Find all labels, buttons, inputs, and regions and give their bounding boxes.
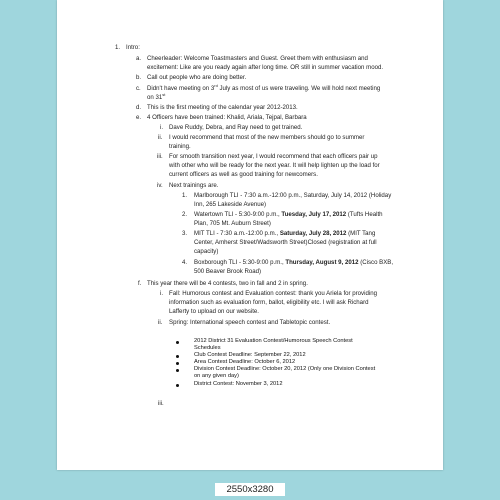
- bullet-item-1-line-1: 2012 District 31 Evaluation Contest/Humorous Speech Contest: [194, 338, 353, 344]
- item-f-ii-text: Spring: International speech contest and Tabletopic contest.: [169, 319, 331, 326]
- item-e-text: 4 Officers have been trained: Khalid, Ariala, Tejpal, Barbara: [147, 114, 307, 121]
- item-f-ii-marker: ii.: [158, 319, 163, 326]
- training-2-line-2: Plan, 705 Mt. Auburn Street): [194, 220, 271, 227]
- bullet-item-3: Area Contest Deadline: October 6, 2012: [194, 359, 296, 365]
- document-page: [57, 0, 443, 470]
- item-d-text: This is the first meeting of the calendar year 2012-2013.: [147, 104, 298, 111]
- bullet-item-4-line-1: Division Contest Deadline: October 20, 2012 (Only one Division Contest: [194, 366, 376, 372]
- item-1-title: Intro:: [126, 44, 140, 51]
- item-e-marker: e.: [136, 114, 142, 121]
- item-e-iii-marker: iii.: [157, 153, 163, 160]
- training-2-number: 2.: [182, 211, 188, 218]
- item-f-i-line-1: Fall: Humorous contest and Evaluation contest: thank you Ariela for providing: [169, 290, 377, 297]
- item-a-line-1: Cheerleader: Welcome Toastmasters and Guest. Greet them with enthusiasm and: [147, 55, 368, 62]
- training-3-line-1: MIT TLI - 7:30 a.m.-12:00 p.m., Saturday, July 28, 2012 (MIT Tang: [194, 230, 376, 237]
- item-c-marker: c.: [136, 85, 141, 92]
- item-a-marker: a.: [136, 55, 142, 62]
- image-dimensions-label: 2550x3280: [215, 483, 285, 496]
- item-e-iv-marker: iv.: [157, 182, 163, 189]
- item-1-number: 1.: [115, 44, 121, 51]
- item-a-line-2: excitement: Like are you ready again after long time. OR still in summer vacation mood.: [147, 64, 384, 71]
- item-e-iii-line-2: with other who will be ready for the next year. It will help lighten up the load for: [169, 162, 380, 169]
- training-2-line-1: Watertown TLI - 5:30-9:00 p.m., Tuesday, July 17, 2012 (Tufts Health: [194, 211, 383, 218]
- training-1-number: 1.: [182, 192, 188, 199]
- item-f-iii-marker: iii.: [158, 400, 164, 407]
- training-3-line-2: Center, Amherst Street/Wadsworth Street)Closed (registration at full: [194, 239, 377, 246]
- bullet-dot: [176, 341, 179, 344]
- item-f-i-marker: i.: [160, 290, 164, 297]
- training-4-line-1: Boxborough TLI - 5:30-9:00 p.m., Thursday, August 9, 2012 (Cisco BXB,: [194, 259, 394, 266]
- item-d-marker: d.: [136, 104, 142, 111]
- training-3-number: 3.: [182, 230, 188, 237]
- training-1-line-1: Marlborough TLI - 7:30 a.m.-12:00 p.m., Saturday, July 14, 2012 (Holiday: [194, 192, 392, 199]
- training-4-number: 4.: [182, 259, 188, 266]
- bullet-dot: [176, 355, 179, 358]
- item-e-ii-line-2: training.: [169, 143, 191, 150]
- item-f-marker: f.: [138, 280, 142, 287]
- item-c-line-1: Didn't have meeting on 3rd July as most of us were traveling. We will hold next meeting: [147, 83, 381, 92]
- item-f-i-line-3: Lafferty to upload on our website.: [169, 308, 259, 315]
- bullet-dot: [176, 384, 179, 387]
- item-b-text: Call out people who are doing better.: [147, 74, 247, 81]
- item-e-iii-line-3: current officers as well as good training for newcomers.: [169, 171, 318, 178]
- item-e-iii-line-1: For smooth transition next year, I would recommend that each officers pair up: [169, 153, 378, 160]
- item-f-text: This year there will be 4 contests, two in fall and 2 in spring.: [147, 280, 308, 287]
- item-e-i-text: Dave Ruddy, Debra, and Ray need to get trained.: [169, 124, 303, 131]
- bullet-item-4-line-2: on any given day): [194, 373, 239, 379]
- bullet-item-5: District Contest: November 3, 2012: [194, 381, 283, 387]
- item-e-iv-text: Next trainings are.: [169, 182, 219, 189]
- item-e-ii-marker: ii.: [158, 134, 163, 141]
- item-e-i-marker: i.: [160, 124, 164, 131]
- bullet-item-1-line-2: Schedules: [194, 345, 221, 351]
- item-e-ii-line-1: I would recommend that most of the new members should go to summer: [169, 134, 365, 141]
- item-c-line-2: on 31st: [147, 92, 166, 101]
- training-3-line-3: capacity): [194, 248, 219, 255]
- bullet-item-2: Club Contest Deadline: September 22, 2012: [194, 352, 306, 358]
- training-4-line-2: 500 Beaver Brook Road): [194, 268, 262, 275]
- training-1-line-2: Inn, 265 Lakeside Avenue): [194, 201, 267, 208]
- bullet-dot: [176, 362, 179, 365]
- bullet-dot: [176, 369, 179, 372]
- item-f-i-line-2: information such as evaluation form, ballot, eligibility etc. I will ask Richard: [169, 299, 369, 306]
- item-b-marker: b.: [136, 74, 142, 81]
